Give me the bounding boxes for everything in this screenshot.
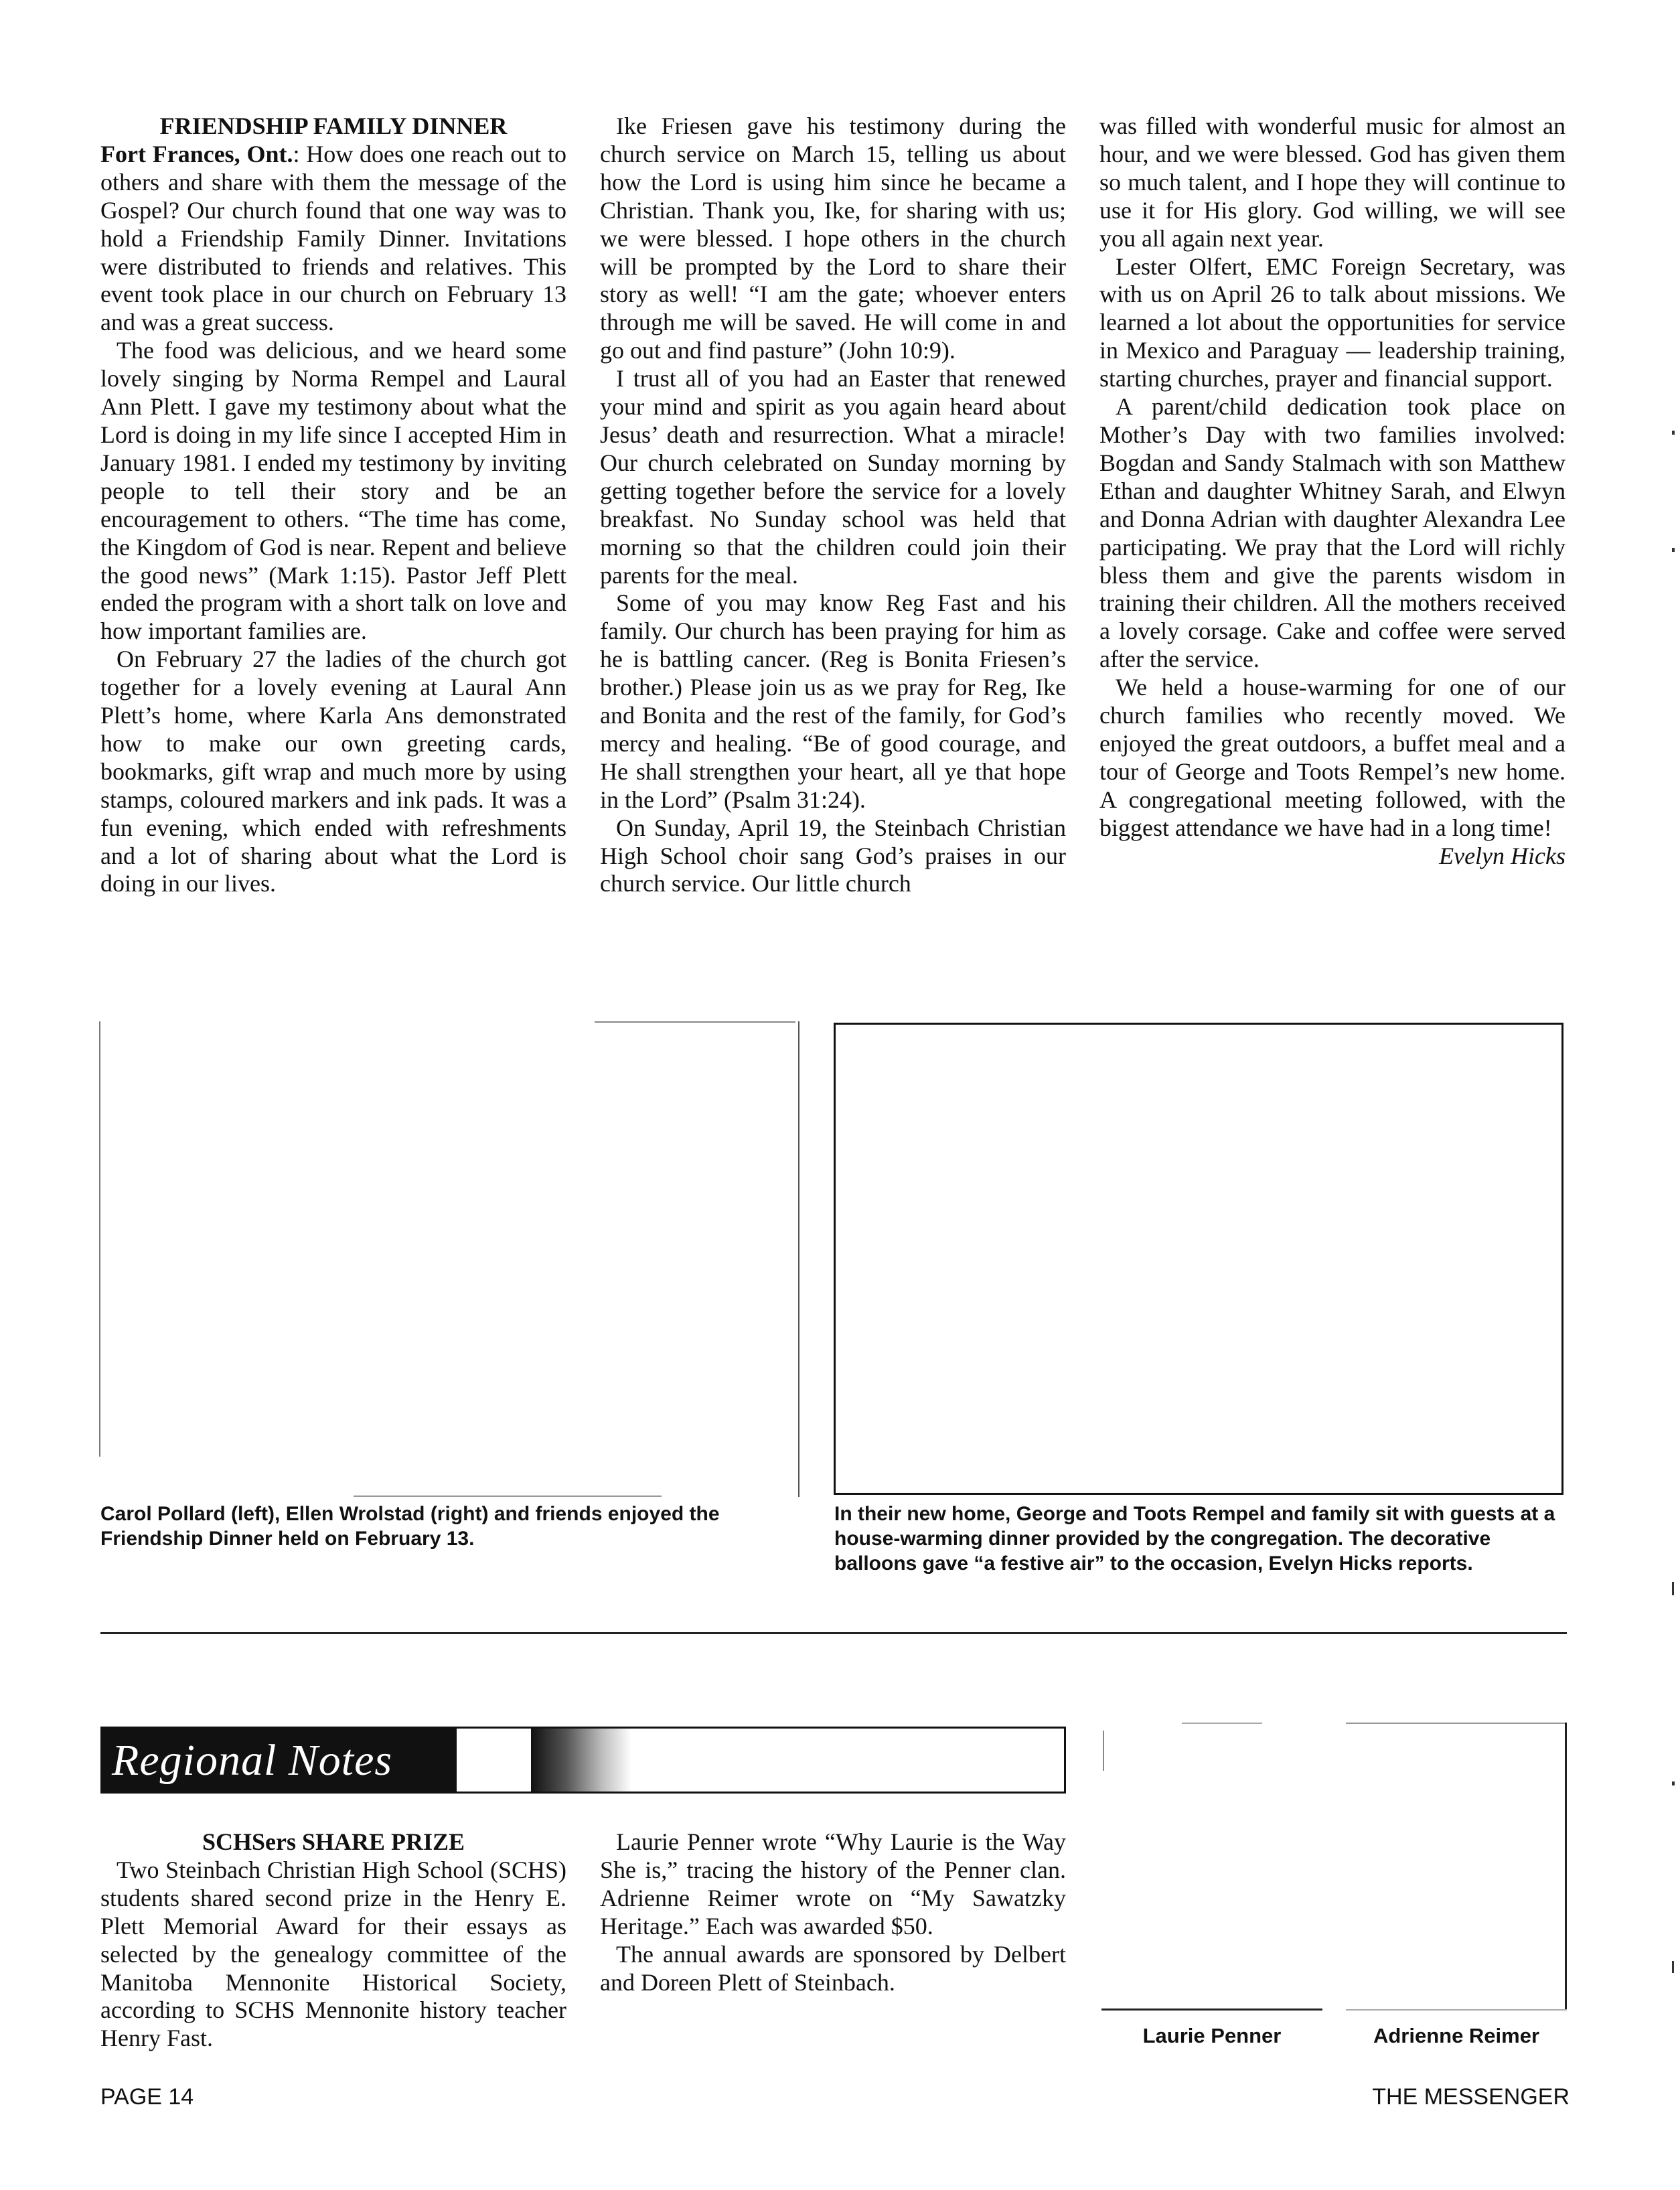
caption-left: Carol Pollard (left), Ellen Wrolstad (right) and friends enjoyed the Friendship Dinner held on February 13. [100, 1503, 720, 1550]
footer-publication-name: THE MESSENGER [1372, 2084, 1570, 2110]
scan-mark [1672, 431, 1675, 435]
dateline: Fort Frances, Ont. [100, 140, 293, 167]
article-column-2 [600, 113, 1066, 898]
article-paragraph-7a: On Sunday, April 19, the Steinbach Christian High School choir sang God’s praises in our church service. Our little church [600, 814, 1066, 897]
scan-mark [1672, 1961, 1674, 1973]
article-paragraph-1: Fort Frances, Ont.: How does one reach out to others and share with them the message of the Gospel? Our church found that one way was to hold a Friendship Family Dinner. Invitations were distributed to friends and relatives. This event took place in our church on February 13 and was a great success. [100, 140, 566, 336]
article-paragraph-3: On February 27 the ladies of the church got together for a lovely evening at Laural Ann Plett’s home, where Karla Ans demonstrated how to make our own greeting cards, bookmarks, gift wrap and much more by using stamps, coloured markers and ink pads. It was a fun evening, which ended with refreshments and a lot of sharing about what the Lord is doing in our lives. [100, 646, 566, 897]
article-paragraph-6: Some of you may know Reg Fast and his family. Our church has been praying for him as he is battling cancer. (Reg is Bonita Friesen’s brother.) Please join us as we pray for Reg, Ike and Bonita and the rest of the family, for God’s mercy and healing. “Be of good courage, and He shall strengthen your heart, all ye that hope in the Lord” (Psalm 31:24). [600, 589, 1066, 813]
article-paragraph-4: Ike Friesen gave his testimony during the church service on March 15, telling us about how the Lord is using him since he became a Christian. Thank you, Ike, for sharing with us; we were blessed. I hope others in the church will be prompted by the Lord to share their story as well! “I am the gate; whoever enters through me will be saved. He will come in and go out and find pasture” (John 10:9). [600, 113, 1066, 364]
footer-page-number: PAGE 14 [100, 2084, 194, 2110]
scan-mark [1672, 548, 1675, 552]
banner-fade-decoration [531, 1729, 631, 1792]
caption-right: In their new home, George and Toots Rempel and family sit with guests at a house-warming dinner provided by the congregation. The decorative balloons gave “a festive air” to the occasion, Evelyn Hicks reports. [834, 1503, 1555, 1575]
article-paragraph-5: I trust all of you had an Easter that renewed your mind and spirit as you again heard about Jesus’ death and resurrection. What a miracle! Our church celebrated on Sunday morning by getting together before the service for a lovely breakfast. No Sunday school was held that morning so that the children could join their parents for the meal. [600, 365, 1066, 589]
article-paragraph-8: Lester Olfert, EMC Foreign Secretary, was with us on April 26 to talk about missions. We learned a lot about the opportunities for service in Mexico and Paraguay — leadership training, starting churches, prayer and financial support. [1099, 252, 1566, 392]
article-paragraph-2: The food was delicious, and we heard some lovely singing by Norma Rempel and Laural Ann Plett. I gave my testimony about what the Lord is doing in my life since I accepted Him in January 1981. I ended my testimony by inviting people to tell their story and be an encouragement to others. “The time has come, the Kingdom of God is near. Repent and believe the good news” (Mark 1:15). Pastor Jeff Plett ended the program with a short talk on love and how important families are. [100, 337, 566, 645]
article-paragraph-9: A parent/child dedication took place on Mother’s Day with two families involved: Bogdan and Sandy Stalmach with son Matthew Ethan and daughter Whitney Sarah, and Elwyn and Donna Adrian with daughter Alexandra Lee participating. We pray that the Lord will richly bless them and give the parents wisdom in training their children. All the mothers received a lovely corsage. Cake and coffee were served after the service. [1099, 393, 1566, 673]
photo-laurie-penner [1101, 1723, 1322, 2011]
regional-notes-banner [100, 1727, 1066, 1794]
article-headline: FRIENDSHIP FAMILY DINNER [159, 113, 508, 139]
photo-adrienne-reimer [1346, 1723, 1567, 2011]
regional-notes-title: Regional Notes [102, 1729, 457, 1792]
section-divider [100, 1632, 1567, 1634]
label-adrienne-reimer: Adrienne Reimer [1373, 2024, 1540, 2047]
author-signature: Evelyn Hicks [1439, 842, 1566, 869]
regional-paragraph-1: Two Steinbach Christian High School (SCHS) students shared second prize in the Henry E. Plett Memorial Award for their essays as selected by the genealogy committee of the Manitoba Mennonite Historical Society, according to SCHS Mennonite history teacher Henry Fast. [100, 1856, 566, 2052]
regional-paragraph-3: The annual awards are sponsored by Delbert and Doreen Plett of Steinbach. [600, 1940, 1066, 1996]
scan-mark [1672, 1582, 1674, 1595]
regional-column-2 [600, 1828, 1066, 1996]
regional-paragraph-2: Laurie Penner wrote “Why Laurie is the Way She is,” tracing the history of the Penner clan. Adrienne Reimer wrote on “My Sawatzky Heritage.” Each was awarded $50. [600, 1828, 1066, 1940]
scan-mark [1672, 1781, 1675, 1785]
article-column-1 [100, 113, 566, 898]
photo-friendship-dinner [99, 1021, 799, 1497]
regional-column-1 [100, 1828, 566, 2053]
photo-house-warming [834, 1023, 1563, 1495]
label-laurie-penner: Laurie Penner [1142, 2024, 1282, 2047]
regional-headline: SCHSers SHARE PRIZE [202, 1828, 465, 1855]
article-paragraph-10: We held a house-warming for one of our church families who recently moved. We enjoyed the great outdoors, a buffet meal and a tour of George and Toots Rempel’s new home. A congregational meeting followed, with the biggest attendance we have had in a long time! [1099, 674, 1566, 841]
article-paragraph-7b: was filled with wonderful music for almost an hour, and we were blessed. God has given them so much talent, and I hope they will continue to use it for His glory. God willing, we will see you all again next year. [1099, 113, 1566, 252]
article-column-3 [1099, 113, 1566, 870]
